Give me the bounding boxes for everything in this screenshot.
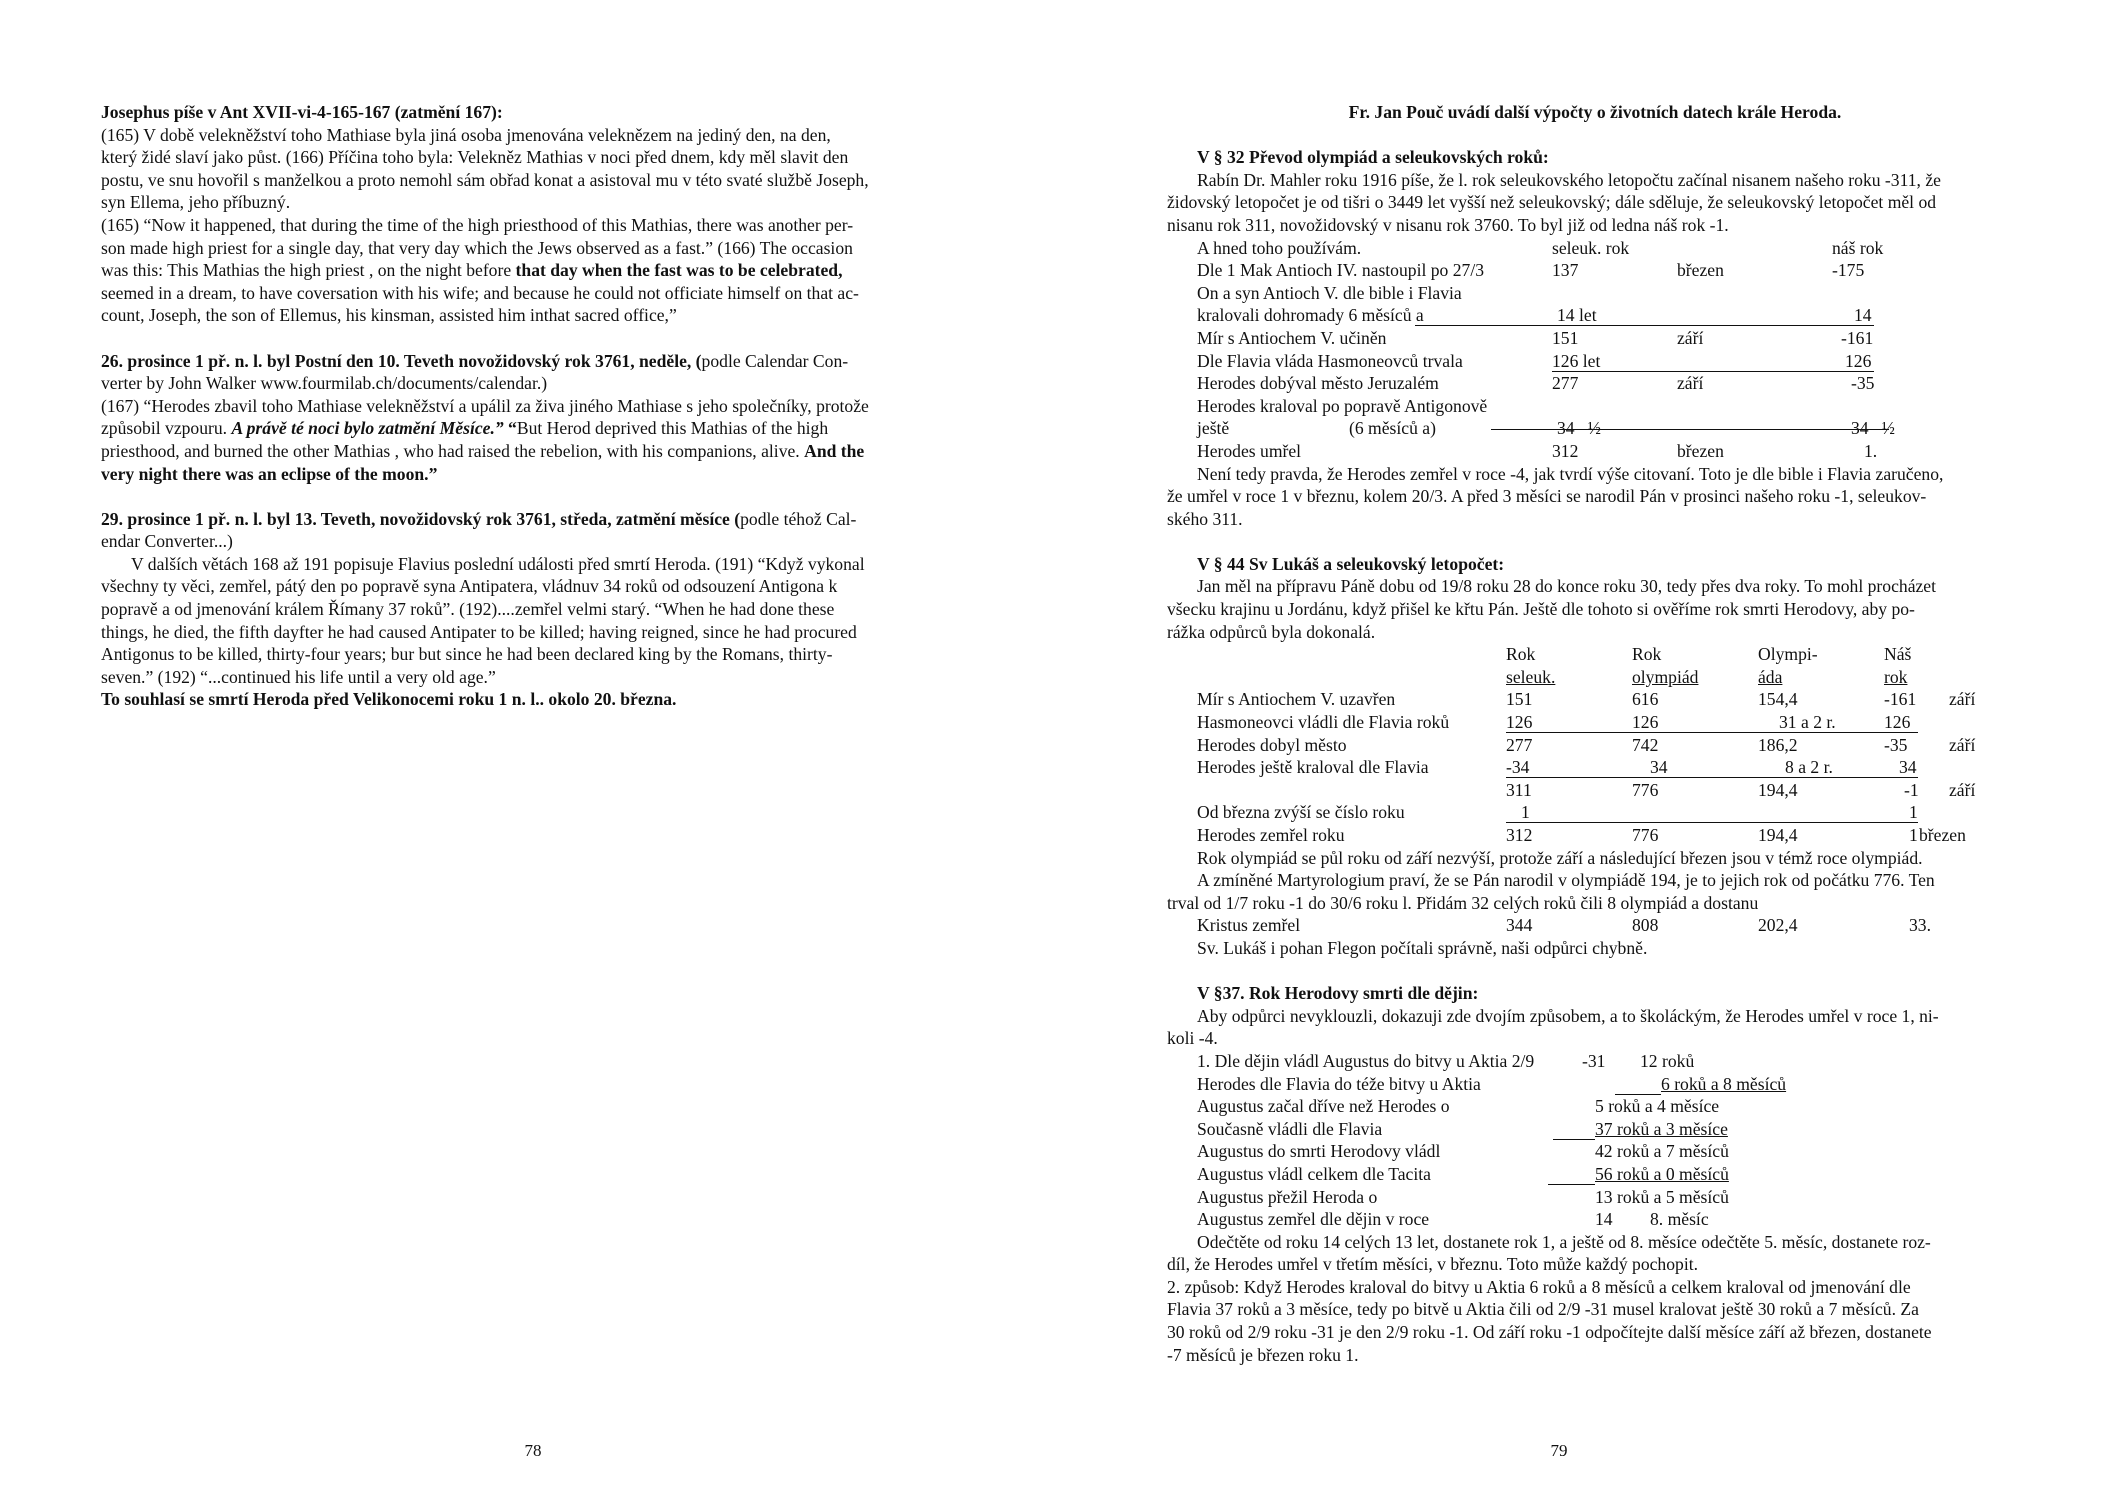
right-page [1061,0,2122,1500]
text-line: ského 311. [1167,508,1243,529]
text-line: seven.” (192) “...continued his life until a very old age.” [101,666,496,687]
page-number: 78 [524,1441,542,1460]
table-row [1167,711,2023,734]
table-cell: náš rok [1832,237,1884,258]
table-row [1167,688,2023,711]
josephus-heading: Josephus píše v Ant XVII-vi-4-165-167 (zatmění 167): [101,102,503,122]
text-line: rážka odpůrců byla dokonalá. [1167,621,1376,642]
text-line: very night there was an eclipse of the moon.” [101,463,438,484]
table-row [1167,417,2023,440]
table-row [1167,1140,2023,1163]
table-cell: -161 [1841,327,1874,348]
text-line: 30 roků od 2/9 roku -31 je den 2/9 roku -1. Od září roku -1 odpočítejte další měsíce září až březen, dostanete [1167,1322,1932,1343]
text-line: díl, že Herodes umřel v třetím měsíci, v březnu. Toto může každý pochopit. [1167,1254,1698,1275]
text-line: 2. způsob: Když Herodes kraloval do bitvy u Aktia 6 roků a 8 měsíců a celkem kraloval od jmenování dle [1167,1276,1911,1297]
table-cell: 8. měsíc [1650,1209,1709,1230]
table-cell: -35 [1884,734,1908,755]
conclusion: To souhlasí se smrtí Heroda před Velikonocemi roku 1 n. l.. okolo 20. března. [101,689,677,710]
text-line: Jan měl na přípravu Páně dobu od 19/8 roku 28 do konce roku 30, tedy přes dva roky. To mohl procházet [1197,576,1937,597]
table-cell: 34 [1899,757,1917,778]
text-line: Rok olympiád se půl roku od září nezvýší, protože září a následující březen jsou v témž roce olympiád. [1197,847,1923,868]
table-cell: Augustus přežil Heroda o [1197,1186,1378,1207]
table-cell: -161 [1884,689,1917,710]
column-header: Rok [1506,644,1536,665]
text-line: postu, ve snu hovořil s manželkou a proto nemohl sám obřad konat a asistoval mu v této svaté službě Joseph, [101,169,869,190]
table-cell: 137 [1552,260,1579,281]
table-cell: 312 [1552,440,1579,461]
table-row [1167,756,2023,779]
table-cell: seleuk. rok [1552,237,1630,258]
table-cell: 1. Dle dějin vládl Augustus do bitvy u Aktia 2/9 [1197,1050,1535,1071]
table-cell: září [1677,373,1704,394]
table-cell: 311 [1506,779,1532,800]
table-row [1167,1118,2023,1141]
table-cell: -35 [1851,373,1875,394]
column-header: Olympi- [1758,644,1818,665]
table-cell: 14 [1595,1209,1613,1230]
table-cell: -175 [1832,260,1865,281]
text-line: který židé slaví jako půst. (166) Příčina toho byla: Velekněz Mathias v noci před dnem, kdy měl slavit den [101,147,849,168]
table-cell: Mír s Antiochem V. učiněn [1197,327,1387,348]
table-cell: 776 [1632,825,1659,845]
page-number: 79 [1550,1441,1568,1460]
table-cell: Hasmoneovci vládli dle Flavia roků [1197,712,1450,733]
table-row [1167,440,2023,463]
text-line: verter by John Walker www.fourmilab.ch/documents/calendar.) [101,373,548,394]
table-cell: 742 [1632,734,1659,755]
table-cell: ještě [1197,418,1230,439]
table-cell: Současně vládli dle Flavia [1197,1118,1383,1139]
table-cell: září [1677,327,1704,348]
table-cell: 126 [1845,350,1872,371]
table-row [1167,1208,2023,1231]
table-cell: 194,4 [1758,825,1798,845]
table-cell: 8 a 2 r. [1785,757,1833,778]
table-cell: 202,4 [1758,915,1798,936]
table-cell: Kristus zemřel [1197,915,1301,936]
table-cell: Dle Flavia vláda Hasmoneovců trvala [1197,350,1463,371]
text-line: Rabín Dr. Mahler roku 1916 píše, že l. rok seleukovského letopočtu začínal nisanem našeho roku -311, že [1197,169,1941,190]
table-row [1167,734,2023,757]
table-cell: 186,2 [1758,734,1798,755]
table-cell: Augustus vládl celkem dle Tacita [1197,1163,1431,1184]
table-row [1167,350,2023,373]
text-line: Antigonus to be killed, thirty-four years; bur but since he had been declared king by the Romans, thirty- [101,644,833,665]
table-cell: 194,4 [1758,779,1798,800]
text-line: všechny ty věci, zemřel, pátý den po popravě syna Antipatera, vládnuv 34 roků od odsouzení Antigona k [101,576,838,597]
text-line: Sv. Lukáš i pohan Flegon počítali správně, naši odpůrci chybně. [1197,937,1648,958]
text-line: všecku krajinu u Jordánu, když přišel ke křtu Pán. Ještě dle tohoto si ověříme rok smrti Herodovy, aby po- [1167,599,1915,620]
text-line: V dalších větách 168 až 191 popisuje Flavius poslední události před smrtí Heroda. (191) “Když vykonal [131,553,865,574]
text-line: Aby odpůrci nevyklouzli, dokazuji zde dvojím způsobem, a to školáckým, že Herodes umřel v roce 1, ni- [1197,1005,1939,1026]
section-32-heading: V § 32 Převod olympiád a seleukovských roků: [1197,147,1549,168]
text-line: koli -4. [1167,1028,1218,1049]
table-cell: 126 [1632,712,1659,733]
text-line: trval od 1/7 roku -1 do 30/6 roku l. Přidám 32 celých roků čili 8 olympiád a dostanu [1167,892,1759,913]
table-cell: březen [1677,260,1724,281]
table-cell: 14 [1854,305,1872,326]
table-cell: září [1949,689,1976,710]
table-cell: -31 [1582,1050,1606,1071]
section-26-heading: 26. prosince 1 př. n. l. byl Postní den 10. Teveth novožidovský rok 3761, neděle, (podle Calendar Con- [101,350,849,371]
table-row [1167,779,2023,802]
table-cell: 37 roků a 3 měsíce [1595,1118,1728,1139]
table-row [1167,282,2023,305]
text-line: son made high priest for a single day, that very day which the Jews observed as a fast.” (166) The occasion [101,237,853,258]
table-cell: 126 [1884,712,1911,733]
right-page-text [1167,101,2023,1366]
table-row [1167,395,2023,418]
table-cell: -34 [1506,757,1530,778]
table-cell: 277 [1506,734,1533,755]
table-row [1167,327,2023,350]
text-line: židovský letopočet je od tišri o 3449 let vyšší než seleukovský; dále sděluje, že seleukovský letopočet měl od [1167,192,1937,213]
text-line: (165) V době velekněžství toho Mathiase byla jiná osoba jmenována veleknězem na jediný den, na den, [101,124,831,145]
left-page-text [101,101,962,711]
table-cell: 126 [1506,712,1533,733]
page-title: Fr. Jan Pouč uvádí další výpočty o životních datech krále Heroda. [1348,102,1842,122]
table-row [1167,259,2023,282]
table-cell: Dle 1 Mak Antioch IV. nastoupil po 27/3 [1197,260,1485,281]
table-cell: 277 [1552,373,1579,394]
table-cell: Herodes ještě kraloval dle Flavia [1197,757,1429,778]
table-seleucid-conversion [1167,237,2023,463]
text-line: was this: This Mathias the high priest , on the night before that day when the fast was to be celebrated, [101,260,843,281]
table-cell: 616 [1632,689,1659,710]
table-cell: 42 roků a 7 měsíců [1595,1141,1729,1162]
text-line: Odečtěte od roku 14 celých 13 let, dostanete rok 1, a ještě od 8. měsíce odečtěte 5. měsíc, dostanete roz- [1197,1231,1931,1252]
table-olympiad-conversion [1167,643,2023,846]
table-cell: Herodes dle Flavia do téže bitvy u Aktia [1197,1073,1481,1094]
table-cell: A hned toho používám. [1197,237,1362,258]
table-cell: 6 roků a 8 měsíců [1661,1073,1787,1094]
column-header: Rok [1632,644,1662,665]
table-row [1167,1186,2023,1209]
table-cell: 151 [1552,327,1579,348]
text-line: A zmíněné Martyrologium praví, že se Pán narodil v olympiádě 194, je to jejich rok od počátku 776. Ten [1197,870,1935,891]
column-header: Náš [1884,644,1912,665]
table-row [1167,304,2023,327]
table-cell: 344 [1506,915,1533,936]
table-cell: 13 roků a 5 měsíců [1595,1186,1729,1207]
column-header: olympiád [1632,666,1699,687]
table-row [1167,1073,2023,1096]
table-cell: 1 [1909,825,1918,845]
section-37-heading: V §37. Rok Herodovy smrti dle dějin: [1197,983,1479,1004]
table-cell: Augustus zemřel dle dějin v roce [1197,1209,1430,1230]
table-cell: 56 roků a 0 měsíců [1595,1163,1729,1184]
table-row [1167,237,2023,260]
table-cell: 151 [1506,689,1533,710]
table-cell: Herodes dobyl město [1197,734,1347,755]
table-row [1167,372,2023,395]
text-line: endar Converter...) [101,531,233,552]
table-row [1167,1050,2023,1073]
table-cell: 33. [1909,915,1931,936]
table-cell: -1 [1904,779,1919,800]
table-cell: 126 let [1552,350,1601,371]
table-cell: březen [1677,440,1724,461]
table-cell: 808 [1632,915,1659,936]
table-header-row [1167,643,2023,666]
table-cell: kralovali dohromady 6 měsíců a [1197,305,1424,326]
table-cell: 776 [1632,779,1659,800]
text-line: syn Ellema, jeho příbuzný. [101,192,291,213]
table-row [1167,801,2023,824]
text-line: seemed in a dream, to have coversation with his wife; and because he could not officiate himself on that ac- [101,282,859,303]
text-line: Flavia 37 roků a 3 měsíce, tedy po bitvě u Aktia čili od 2/9 -31 musel kralovat ještě 30 roků a 7 měsíců. Za [1167,1299,1919,1320]
table-row [1167,1163,2023,1186]
table-cell: Mír s Antiochem V. uzavřen [1197,689,1396,710]
table-cell: březen [1919,825,1966,845]
table-cell: Herodes umřel [1197,440,1302,461]
table-cell: 1. [1864,440,1878,461]
table-cell: Herodes kraloval po popravě Antigonově [1197,395,1488,416]
table-cell: 34 ½ [1851,418,1895,439]
table-cell: 312 [1506,825,1533,845]
table-row [1167,914,2023,937]
table-cell: Herodes zemřel roku [1197,825,1345,845]
section-29-heading: 29. prosince 1 př. n. l. byl 13. Teveth, novožidovský rok 3761, středa, zatmění měsíce (podle téhož Cal- [101,508,857,529]
table-cell: Augustus začal dříve než Herodes o [1197,1096,1450,1117]
table-cell: Od března zvýší se číslo roku [1197,802,1405,823]
table-cell: 34 [1650,757,1668,778]
column-header: áda [1758,666,1783,687]
table-cell: 1 [1909,802,1918,823]
text-line: count, Joseph, the son of Ellemus, his kinsman, assisted him inthat sacred office,” [101,305,677,326]
text-line: nisanu rok 311, novožidovský v nisanu rok 3760. To byl již od ledna náš rok -1. [1167,214,1729,235]
text-line: popravě a od jmenování králem Římany 37 roků”. (192)....zemřel velmi starý. “When he had done these [101,599,835,620]
table-row [1167,1095,2023,1118]
table-cell: Herodes dobýval město Jeruzalém [1197,373,1439,394]
table-cell: 5 roků a 4 měsíce [1595,1096,1720,1117]
sum-line [1491,429,1889,430]
table-cell: 31 a 2 r. [1779,712,1836,733]
table-header-row [1167,666,2023,689]
text-line: způsobil vzpouru. A právě té noci bylo zatmění Měsíce.” “But Herod deprived this Mathias of the high [101,418,829,439]
text-line: (167) “Herodes zbavil toho Mathiase velekněžství a upálil za živa jiného Mathiase s jeho společníky, protože [101,395,869,416]
column-header: rok [1884,666,1908,687]
column-header: seleuk. [1506,666,1556,687]
table-cell: září [1949,779,1976,800]
text-line: (165) “Now it happened, that during the time of the high priesthood of this Mathias, there was another per- [101,214,854,235]
text-line: priesthood, and burned the other Mathias , who had raised the rebelion, with his companions, alive. And the [101,440,865,461]
table-cell: On a syn Antioch V. dle bible i Flavia [1197,282,1462,303]
text-line: že umřel v roce 1 v březnu, kolem 20/3. A před 3 měsíci se narodil Pán v prosinci našeho roku -1, seleukov- [1167,486,1927,507]
table-cell: (6 měsíců a) [1349,418,1436,439]
table-cell: 14 let [1557,305,1597,326]
table-cell: 1 [1521,802,1530,823]
table-cell: 12 roků [1640,1050,1695,1071]
text-line: things, he died, the fifth dayfter he had caused Antipater to be killed; having reigned, since he had procured [101,621,857,642]
text-line: Není tedy pravda, že Herodes zemřel v roce -4, jak tvrdí výše citovaní. Toto je dle bible i Flavia zaručeno, [1197,463,1944,484]
table-cell: 154,4 [1758,689,1798,710]
table-augustus-reign [1167,1050,2023,1231]
table-cell: září [1949,734,1976,755]
table-cell: 34 ½ [1557,418,1601,439]
table-cell: Augustus do smrti Herodovy vládl [1197,1141,1441,1162]
table-row [1167,824,2023,847]
text-line: -7 měsíců je březen roku 1. [1167,1344,1359,1365]
section-44-heading: V § 44 Sv Lukáš a seleukovský letopočet: [1197,553,1505,574]
